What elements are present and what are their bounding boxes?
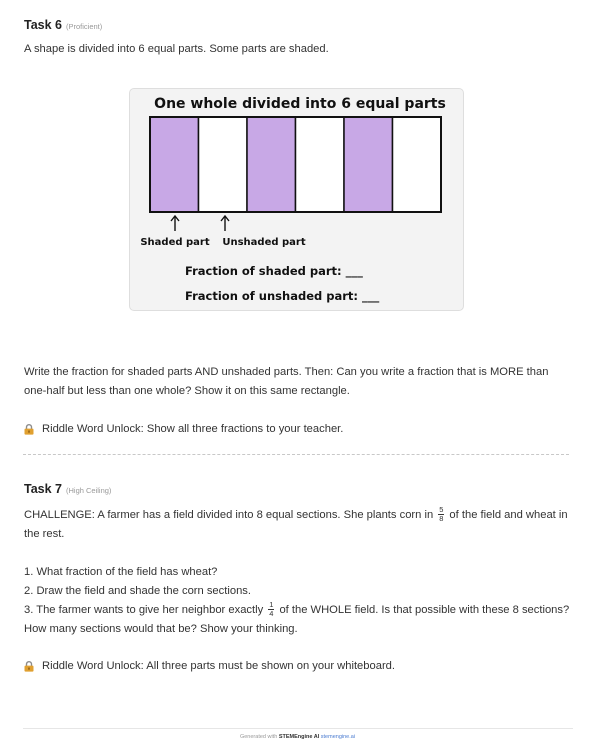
fraction-denominator: 4 xyxy=(269,608,274,618)
fraction-five-eighths xyxy=(438,506,444,523)
footer-link[interactable]: stemengine.ai xyxy=(320,734,356,740)
task-7-level: (High Ceiling) xyxy=(66,486,112,495)
fraction-denominator: 8 xyxy=(439,513,444,523)
shaded-part xyxy=(247,117,296,212)
task-7-riddle-text: Riddle Word Unlock: All three parts must be shown on your whiteboard. xyxy=(42,660,395,672)
shaded-part xyxy=(150,117,199,212)
unshaded-part xyxy=(393,117,442,212)
unshaded-part xyxy=(296,117,345,212)
fraction-numerator: 1 xyxy=(269,599,274,609)
challenge-text-start: CHALLENGE: A farmer has a field divided into 8 equal sections. She plants corn in xyxy=(24,509,434,521)
challenge-text-end: of the field and wheat in the rest. xyxy=(24,509,568,540)
task-7-title: Task 7 xyxy=(24,482,62,496)
lock-icon xyxy=(24,661,34,672)
fraction-one-quarter xyxy=(268,601,274,618)
question-2: 2. Draw the field and shade the corn sections. xyxy=(24,585,251,597)
task-6-riddle xyxy=(24,423,343,435)
question-3 xyxy=(24,601,570,639)
shaded-arrow xyxy=(171,216,179,231)
fraction-unshaded-line: Fraction of unshaded part: ___ xyxy=(185,289,380,303)
task-7-questions xyxy=(24,563,570,639)
task-6-title: Task 6 xyxy=(24,18,62,32)
unshaded-part xyxy=(199,117,248,212)
shaded-part xyxy=(344,117,393,212)
task-6-intro: A shape is divided into 6 equal parts. Some parts are shaded. xyxy=(24,43,329,55)
label-shaded-part: Shaded part xyxy=(140,237,210,248)
question-3-end: of the WHOLE field. Is that possible with these 8 sections? How many sections would that be? Show your thinking. xyxy=(24,604,570,635)
lock-icon xyxy=(24,424,34,435)
rectangle-parts xyxy=(150,117,441,212)
question-3-start: 3. The farmer wants to give her neighbor exactly xyxy=(24,604,264,616)
question-1: 1. What fraction of the field has wheat? xyxy=(24,566,218,578)
label-unshaded-part: Unshaded part xyxy=(222,237,306,248)
footer-generated: Generated with xyxy=(239,734,278,740)
task-6-question: Write the fraction for shaded parts AND unshaded parts. Then: Can you write a fraction that is MORE than one-half but less than one whole? Show it on this same rectangle. xyxy=(24,366,549,397)
section-divider xyxy=(23,454,569,455)
fraction-figure xyxy=(129,88,464,311)
task-7-heading xyxy=(24,482,111,496)
fraction-figure-svg xyxy=(130,89,463,310)
footer-brand: STEMEngine AI xyxy=(278,734,320,740)
task-6-level: (Proficient) xyxy=(66,22,103,31)
fraction-numerator: 5 xyxy=(439,504,444,514)
task-7-riddle xyxy=(24,660,395,672)
footer xyxy=(0,734,595,740)
figure-heading: One whole divided into 6 equal parts xyxy=(154,96,446,112)
task-7-challenge xyxy=(24,506,570,544)
task-6-heading xyxy=(24,18,102,32)
footer-divider xyxy=(23,728,573,729)
task-6-riddle-text: Riddle Word Unlock: Show all three fractions to your teacher. xyxy=(42,423,344,435)
fraction-shaded-line: Fraction of shaded part: ___ xyxy=(185,264,363,278)
unshaded-arrow xyxy=(221,216,229,231)
